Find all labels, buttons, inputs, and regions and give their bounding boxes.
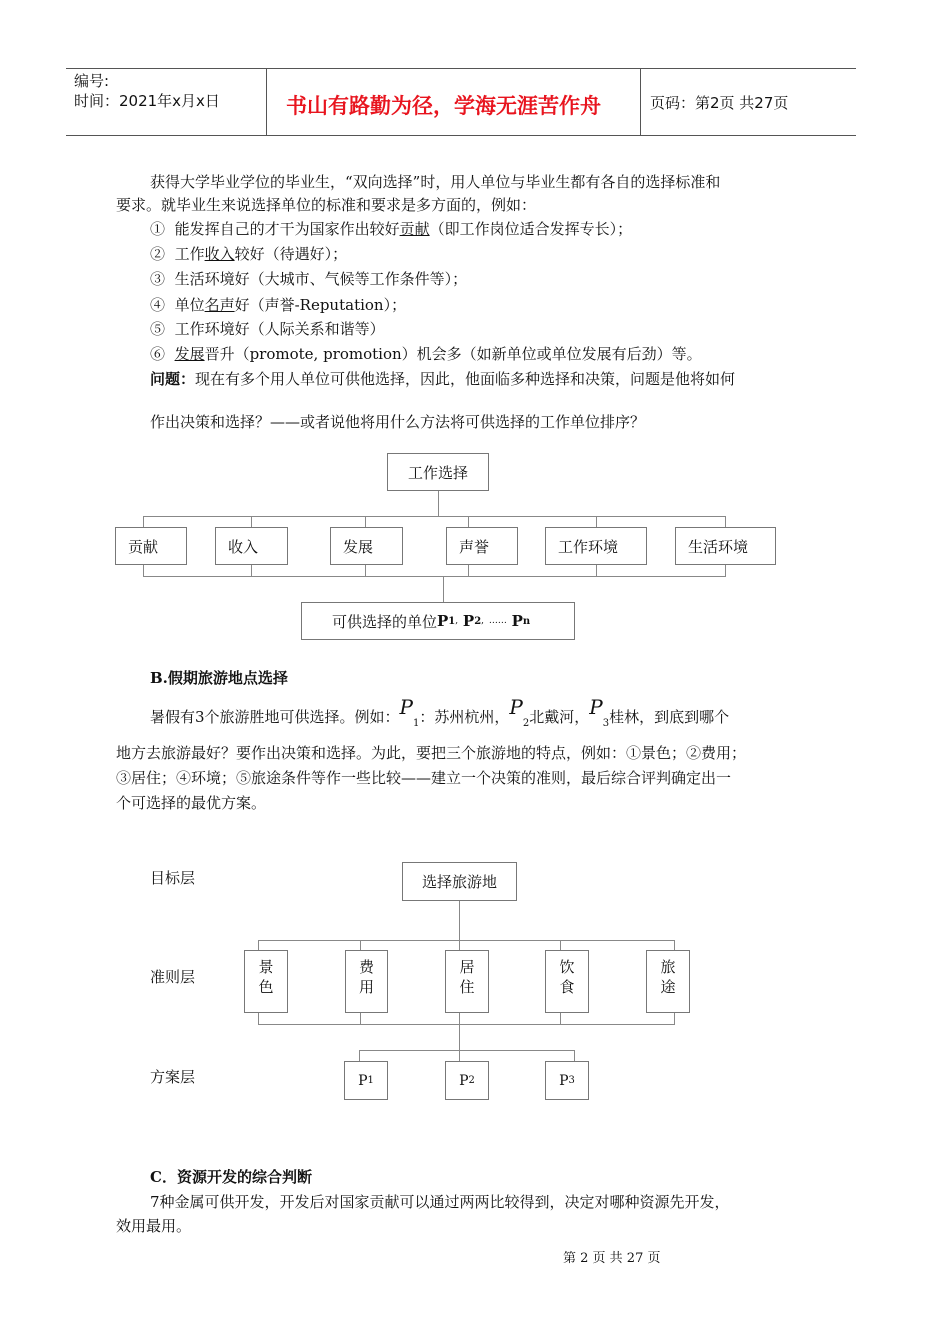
sectionC-line1: 7种金属可供开发，开发后对国家贡献可以通过两两比较得到，决定对哪种资源先开发， <box>150 1193 730 1211</box>
criterion-box <box>545 950 589 1013</box>
header-top-rule <box>66 68 856 69</box>
item-text: 工作环境好（人际关系和谐等） <box>174 320 385 338</box>
sectionB-line4: 个可选择的最优方案。 <box>116 794 267 812</box>
question-line2: 作出决策和选择？——或者说他将用什么方法将可供选择的工作单位排序？ <box>150 413 646 431</box>
para1-line1: 获得大学毕业学位的毕业生，“双向选择”时，用人单位与毕业生都有各自的选择标准和 <box>150 173 721 191</box>
p-symbol: P <box>459 1072 469 1089</box>
plan-box <box>344 1061 388 1100</box>
connector <box>360 1013 361 1024</box>
connector <box>258 1013 259 1024</box>
goal-box: 选择旅游地 <box>402 862 517 901</box>
p-symbol: P <box>437 612 449 630</box>
connector <box>258 940 675 941</box>
criterion-char: 途 <box>660 978 676 996</box>
criterion-box: 工作环境 <box>545 527 647 565</box>
p-symbol: P <box>589 695 603 719</box>
p-symbol: P <box>358 1072 368 1089</box>
header-divider <box>266 68 267 136</box>
item-underlined: 名声 <box>204 296 235 314</box>
connector <box>674 1013 675 1024</box>
list-item <box>150 343 702 365</box>
criterion-char: 居 <box>459 958 475 976</box>
p-subscript: 3 <box>602 718 610 729</box>
sectionC-line2: 效用最用。 <box>116 1217 192 1235</box>
sectionB-title: B.假期旅游地点选择 <box>150 669 288 687</box>
item-text: 工作 <box>174 245 205 263</box>
text: 暑假有3个旅游胜地可供选择。例如： <box>150 708 400 726</box>
header-page: 页码：第2页 共27页 <box>650 94 789 112</box>
text: 北戴河， <box>529 708 590 726</box>
criterion-box <box>345 950 388 1013</box>
sectionB-line3: ③居住；④环境；⑤旅途条件等作一些比较——建立一个决策的准则，最后综合评判确定出一 <box>116 769 732 787</box>
p-symbol: P <box>509 695 523 719</box>
diagram1-bottom-box: 可供选择的单位 P 1 , P 2 , …… P n <box>301 602 575 640</box>
criterion-box: 收入 <box>215 527 288 565</box>
item-number: ⑤ <box>150 320 166 338</box>
item-number: ② <box>150 245 166 263</box>
criterion-char: 住 <box>459 978 475 996</box>
p-symbol: P <box>559 1072 569 1089</box>
question-text: 现在有多个用人单位可供他选择，因此，他面临多种选择和决策，问题是他将如何 <box>195 370 736 388</box>
header-divider <box>640 68 641 136</box>
item-underlined: 贡献 <box>399 220 430 238</box>
item-underlined: 发展 <box>174 345 205 363</box>
p-subscript: 2 <box>522 718 530 729</box>
header-serial: 编号: <box>74 72 110 90</box>
p-subscript: n <box>522 615 531 627</box>
criterion-char: 食 <box>559 978 575 996</box>
criterion-box <box>445 950 489 1013</box>
item-text: 好（声誉-Reputation）； <box>234 296 407 314</box>
criterion-box <box>646 950 690 1013</box>
item-number: ③ <box>150 270 166 288</box>
connector <box>459 1024 460 1050</box>
connector <box>459 1013 460 1024</box>
para1-line2: 要求。就毕业生来说选择单位的标准和要求是多方面的，例如： <box>116 196 537 214</box>
p-symbol: P <box>511 612 523 630</box>
header-bottom-rule <box>66 135 856 136</box>
p-subscript: 1 <box>448 615 456 627</box>
criterion-char: 饮 <box>559 958 575 976</box>
ellipsis: …… <box>488 616 507 626</box>
connector <box>143 516 726 517</box>
sectionB-line2: 地方去旅游最好？要作出决策和选择。为此，要把三个旅游地的特点，例如：①景色；②费用； <box>116 744 747 762</box>
item-number: ① <box>150 220 166 238</box>
criterion-box: 生活环境 <box>675 527 776 565</box>
layer-goal-label: 目标层 <box>150 869 196 887</box>
connector <box>459 901 460 940</box>
criterion-char: 色 <box>258 978 274 996</box>
text: 桂林，到底到哪个 <box>609 708 730 726</box>
list-item <box>150 243 347 265</box>
criterion-char: 旅 <box>660 958 676 976</box>
criterion-box <box>244 950 288 1013</box>
text: ：苏州杭州， <box>419 708 510 726</box>
header-motto: 书山有路勤为径，学海无涯苦作舟 <box>286 93 601 118</box>
layer-criteria-label: 准则层 <box>150 968 196 986</box>
connector <box>143 576 726 577</box>
layer-plan-label: 方案层 <box>150 1068 196 1086</box>
item-number: ④ <box>150 296 166 314</box>
list-item <box>150 268 467 290</box>
connector <box>359 1050 575 1051</box>
item-text: 生活环境好（大城市、气候等工作条件等）； <box>174 270 468 288</box>
criterion-char: 用 <box>358 978 374 996</box>
criterion-box: 声誉 <box>446 527 518 565</box>
bottom-label: 可供选择的单位 <box>332 612 438 631</box>
connector <box>258 1024 675 1025</box>
criterion-box: 贡献 <box>115 527 187 565</box>
p-subscript: 1 <box>367 1075 374 1086</box>
criterion-box: 发展 <box>330 527 403 565</box>
item-underlined: 收入 <box>204 245 235 263</box>
plan-box <box>545 1061 589 1100</box>
sectionB-line1 <box>150 695 730 730</box>
connector <box>443 576 444 603</box>
list-item <box>150 218 632 240</box>
p-symbol: P <box>399 695 414 719</box>
p-symbol: P <box>462 612 475 630</box>
list-item <box>150 294 406 316</box>
p-subscript: 2 <box>468 1075 475 1086</box>
connector <box>560 1013 561 1024</box>
connector <box>438 491 439 517</box>
p-subscript: 1 <box>413 718 420 729</box>
criterion-char: 费 <box>358 958 374 976</box>
p-subscript: 2 <box>474 615 482 627</box>
sectionC-title: C．资源开发的综合判断 <box>150 1168 312 1186</box>
header-time: 时间：2021年x月x日 <box>74 92 220 110</box>
item-text: 晋升（promote, promotion）机会多（如新单位或单位发展有后劲）等。 <box>204 345 702 363</box>
item-text: 较好（待遇好）； <box>234 245 348 263</box>
item-text: 单位 <box>174 296 205 314</box>
list-item <box>150 318 385 340</box>
criterion-char: 景 <box>258 958 274 976</box>
item-number: ⑥ <box>150 345 166 363</box>
p-subscript: 3 <box>568 1075 575 1086</box>
plan-box <box>445 1061 489 1100</box>
question-line1 <box>150 368 735 390</box>
page-footer: 第 2 页 共 27 页 <box>563 1251 661 1266</box>
diagram1-top-box: 工作选择 <box>387 453 489 491</box>
item-text: 能发挥自己的才干为国家作出较好 <box>174 220 400 238</box>
item-text: （即工作岗位适合发挥专长）； <box>429 220 633 238</box>
question-label: 问题： <box>150 370 196 388</box>
